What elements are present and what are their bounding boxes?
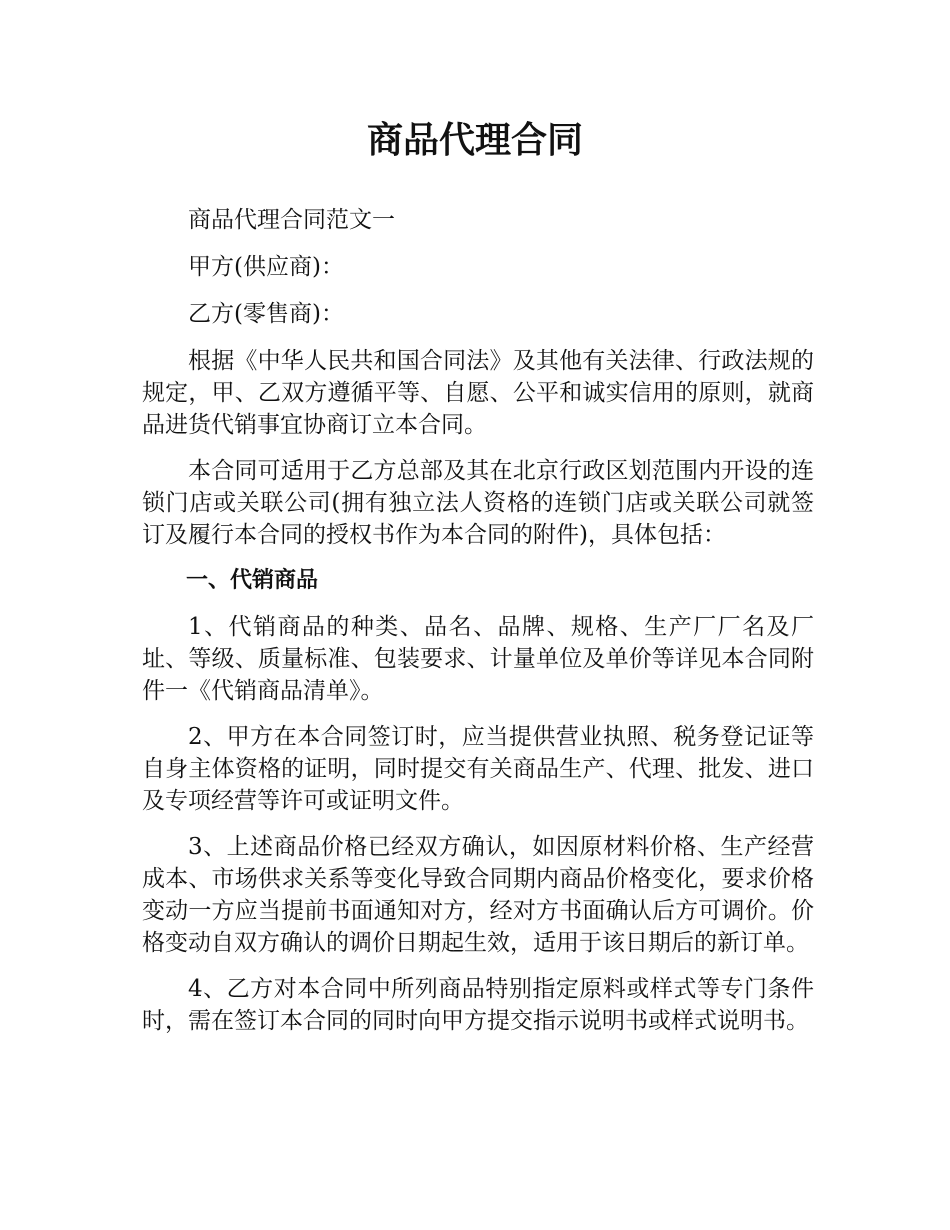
- paragraph-clause-1: 1、代销商品的种类、品名、品牌、规格、生产厂厂名及厂址、等级、质量标准、包装要求、计量单位及单价等详见本合同附件一《代销商品清单》。: [142, 614, 814, 704]
- section-heading-goods: 一、代销商品: [186, 568, 319, 593]
- paragraph-clause-3: 3、上述商品价格已经双方确认，如因原材料价格、生产经营成本、市场供求关系等变化导致合同期内商品价格变化，要求价格变动一方应当提前书面通知对方，经对方书面确认后方可调价。价格变动自双方确认的调价日期起生效，适用于该日期后的新订单。: [142, 834, 814, 956]
- paragraph-scope: 本合同可适用于乙方总部及其在北京行政区划范围内开设的连锁门店或关联公司(拥有独立法人资格的连锁门店或关联公司就签订及履行本合同的授权书作为本合同的附件)，具体包括：: [142, 458, 814, 548]
- paragraph-preamble: 根据《中华人民共和国合同法》及其他有关法律、行政法规的规定，甲、乙双方遵循平等、自愿、公平和诚实信用的原则，就商品进货代销事宜协商订立本合同。: [142, 348, 814, 438]
- paragraph-party-b: 乙方(零售商)：: [188, 301, 344, 327]
- paragraph-clause-2: 2、甲方在本合同签订时，应当提供营业执照、税务登记证等自身主体资格的证明，同时提交有关商品生产、代理、批发、进口及专项经营等许可或证明文件。: [142, 724, 814, 814]
- paragraph-party-a: 甲方(供应商)：: [188, 254, 344, 280]
- document-title: 商品代理合同: [366, 120, 583, 161]
- paragraph-clause-4: 4、乙方对本合同中所列商品特别指定原料或样式等专门条件时，需在签订本合同的同时向甲方提交指示说明书或样式说明书。: [142, 976, 814, 1034]
- document-body: [142, 204, 814, 1051]
- paragraph-subtitle: 商品代理合同范文一: [188, 207, 395, 233]
